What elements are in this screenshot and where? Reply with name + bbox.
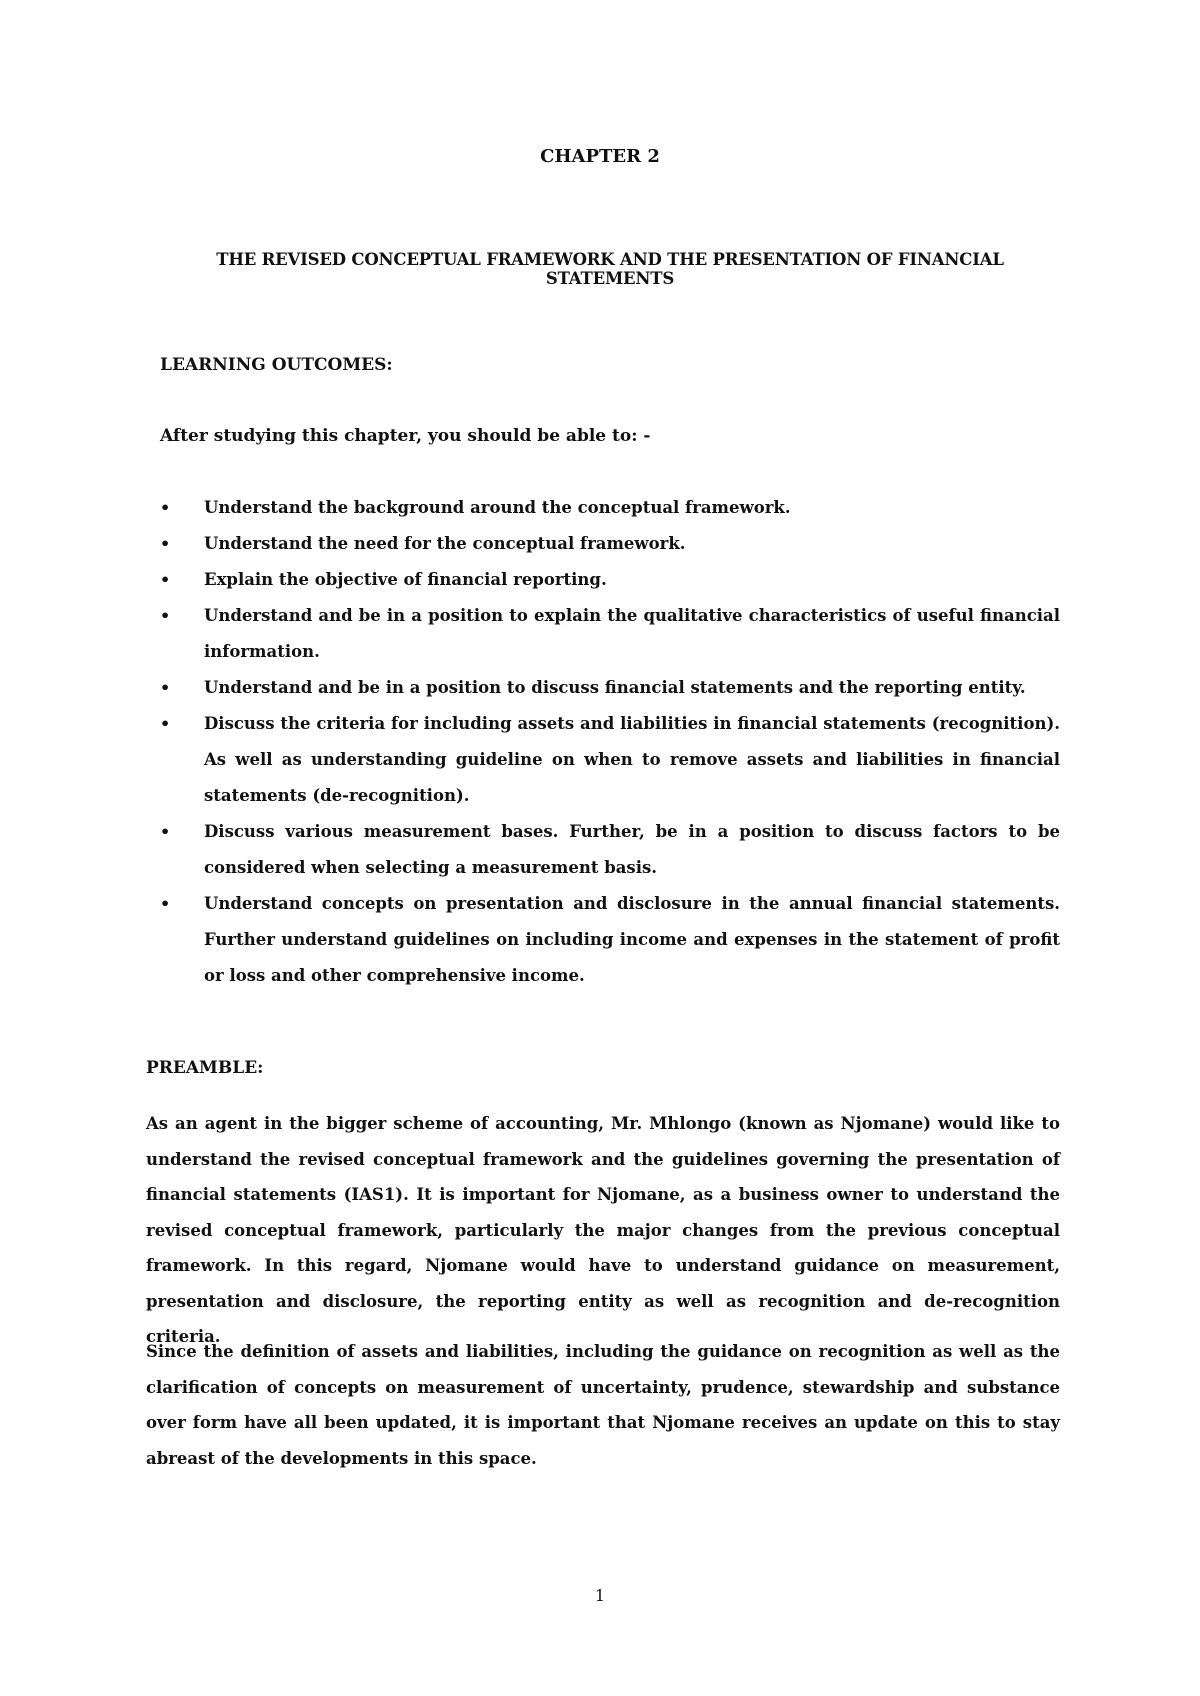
list-item: [160, 670, 1060, 706]
preamble-heading: PREAMBLE:: [146, 1058, 264, 1078]
list-item-text: Discuss the criteria for including assets and liabilities in financial statements (recognition). As well as understanding guideline on when to remove assets and liabilities in financial statements (de-recognition).: [204, 714, 1060, 805]
bullet-icon: •: [160, 534, 171, 553]
document-title: THE REVISED CONCEPTUAL FRAMEWORK AND THE PRESENTATION OF FINANCIAL STATEMENTS: [216, 250, 1004, 288]
bullet-icon: •: [160, 894, 171, 913]
bullet-icon: •: [160, 714, 171, 733]
bullet-icon: •: [160, 678, 171, 697]
list-item-text: Understand the need for the conceptual framework.: [204, 534, 686, 553]
list-item: [160, 598, 1060, 670]
bullet-icon: •: [160, 822, 171, 841]
list-item-text: Understand and be in a position to discuss financial statements and the reporting entity.: [204, 678, 1026, 697]
bullet-icon: •: [160, 498, 171, 517]
list-item: [160, 562, 1060, 598]
learning-outcomes-list: [160, 490, 1060, 994]
list-item-text: Understand concepts on presentation and disclosure in the annual financial statements. Further understand guidelines on including income and expenses in the statement of profit or loss and other comprehensive income.: [204, 894, 1060, 985]
list-item-text: Explain the objective of financial reporting.: [204, 570, 607, 589]
list-item: [160, 490, 1060, 526]
preamble-paragraph-2: Since the definition of assets and liabilities, including the guidance on recognition as well as the clarification of concepts on measurement of uncertainty, prudence, stewardship and substance over form have all been updated, it is important that Njomane receives an update on this to stay abreast of the developments in this space.: [146, 1342, 1060, 1468]
list-item-text: Understand the background around the conceptual framework.: [204, 498, 791, 517]
list-item-text: Understand and be in a position to explain the qualitative characteristics of useful financial information.: [204, 606, 1060, 661]
chapter-heading: CHAPTER 2: [540, 146, 660, 167]
list-item: [160, 886, 1060, 994]
bullet-icon: •: [160, 570, 171, 589]
list-item-text: Discuss various measurement bases. Further, be in a position to discuss factors to be considered when selecting a measurement basis.: [204, 822, 1060, 877]
learning-outcomes-heading: LEARNING OUTCOMES:: [160, 355, 393, 375]
page-number: 1: [594, 1586, 606, 1605]
list-item: [160, 814, 1060, 886]
bullet-icon: •: [160, 606, 171, 625]
list-item: [160, 706, 1060, 814]
preamble-paragraph-1: As an agent in the bigger scheme of accounting, Mr. Mhlongo (known as Njomane) would like to understand the revised conceptual framework and the guidelines governing the presentation of financial statements (IAS1). It is important for Njomane, as a business owner to understand the revised conceptual framework, particularly the major changes from the previous conceptual framework. In this regard, Njomane would have to understand guidance on measurement, presentation and disclosure, the reporting entity as well as recognition and de-recognition criteria.: [146, 1114, 1060, 1346]
learning-outcomes-intro: After studying this chapter, you should be able to: -: [160, 426, 651, 446]
list-item: [160, 526, 1060, 562]
